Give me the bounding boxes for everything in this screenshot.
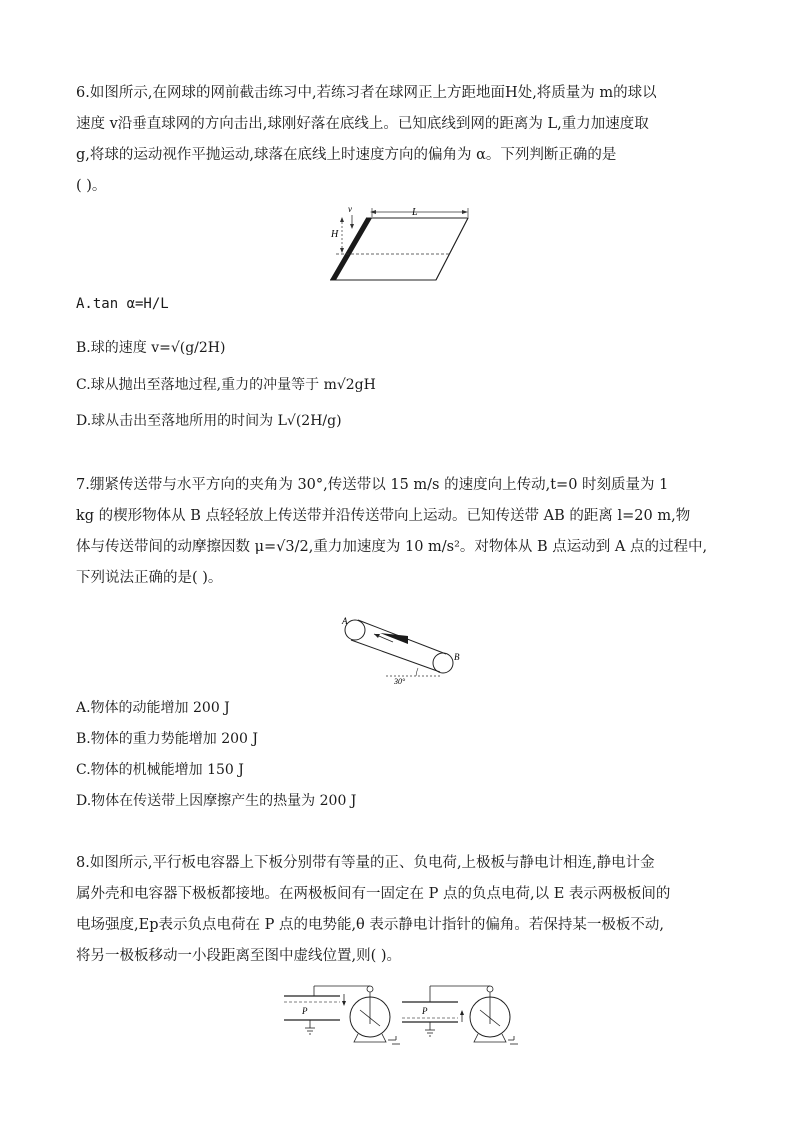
pulley-a xyxy=(345,620,365,640)
q6-stem-line: 速度 v沿垂直球网的方向击出,球刚好落在底线上。已知底线到网的距离为 L,重力加速度取 xyxy=(76,116,649,132)
q8-stem-line: 电场强度,Ep表示负点电荷在 P 点的电势能,θ 表示静电计指针的偏角。若保持某一极板不动, xyxy=(76,917,665,933)
label-P2: P xyxy=(422,1006,428,1016)
q7-option-d: D.物体在传送带上因摩擦产生的热量为 200 J xyxy=(76,793,357,809)
q6-option-a: A.tan α=H/L xyxy=(76,296,169,312)
label-P1: P xyxy=(302,1006,308,1016)
q8-stem-line: 属外壳和电容器下极板都接地。在两极板间有一固定在 P 点的负点电荷,以 E 表示两极板间的 xyxy=(76,886,671,902)
q7-stem-line: 下列说法正确的是( )。 xyxy=(76,570,223,586)
net-shape xyxy=(330,218,372,280)
q7-conveyor-figure xyxy=(338,614,468,684)
q6-option-b: B.球的速度 v=√(g/2H) xyxy=(76,340,226,356)
q7-option-c: C.物体的机械能增加 150 J xyxy=(76,762,244,778)
q6-option-d: D.球从击出至落地所用的时间为 L√(2H/g) xyxy=(76,413,342,429)
q6-stem-line: 6.如图所示,在网球的网前截击练习中,若练习者在球网正上方距地面H处,将质量为 m的球以 xyxy=(76,85,657,101)
q6-stem-line: g,将球的运动视作平抛运动,球落在底线上时速度方向的偏角为 α。下列判断正确的是 xyxy=(76,147,617,163)
q6-stem-line: ( )。 xyxy=(76,178,107,194)
q8-stem-line: 将另一极板移动一小段距离至图中虚线位置,则( )。 xyxy=(76,948,402,964)
q7-stem xyxy=(76,470,726,594)
q7-stem-line: 7.绷紧传送带与水平方向的夹角为 30°,传送带以 15 m/s 的速度向上传动,t=0 时刻质量为 1 xyxy=(76,477,669,493)
q8-stem-line: 8.如图所示,平行板电容器上下板分别带有等量的正、负电荷,上极板与静电计相连,静电计金 xyxy=(76,855,655,871)
label-B: B xyxy=(454,652,460,662)
q8-stem xyxy=(76,848,726,972)
label-angle: 30° xyxy=(394,677,406,684)
q6-stem xyxy=(76,78,726,202)
q7-option-a: A.物体的动能增加 200 J xyxy=(76,700,230,716)
pulley-b xyxy=(433,653,453,673)
q6-option-c: C.球从抛出至落地过程,重力的冲量等于 m√2gH xyxy=(76,377,376,393)
label-v: v xyxy=(348,204,352,214)
q7-stem-line: 体与传送带间的动摩擦因数 μ=√3/2,重力加速度为 10 m/s²。对物体从 B 点运动到 A 点的过程中, xyxy=(76,539,708,555)
q7-option-b: B.物体的重力势能增加 200 J xyxy=(76,731,258,747)
label-A: A xyxy=(342,616,348,626)
q8-capacitor-figure xyxy=(280,982,520,1048)
label-H: H xyxy=(331,229,339,240)
label-L: L xyxy=(412,207,418,218)
q6-tennis-court-figure xyxy=(324,204,549,286)
q7-stem-line: kg 的楔形物体从 B 点轻轻放上传送带并沿传送带向上运动。已知传送带 AB 的距离 l=20 m,物 xyxy=(76,508,691,524)
